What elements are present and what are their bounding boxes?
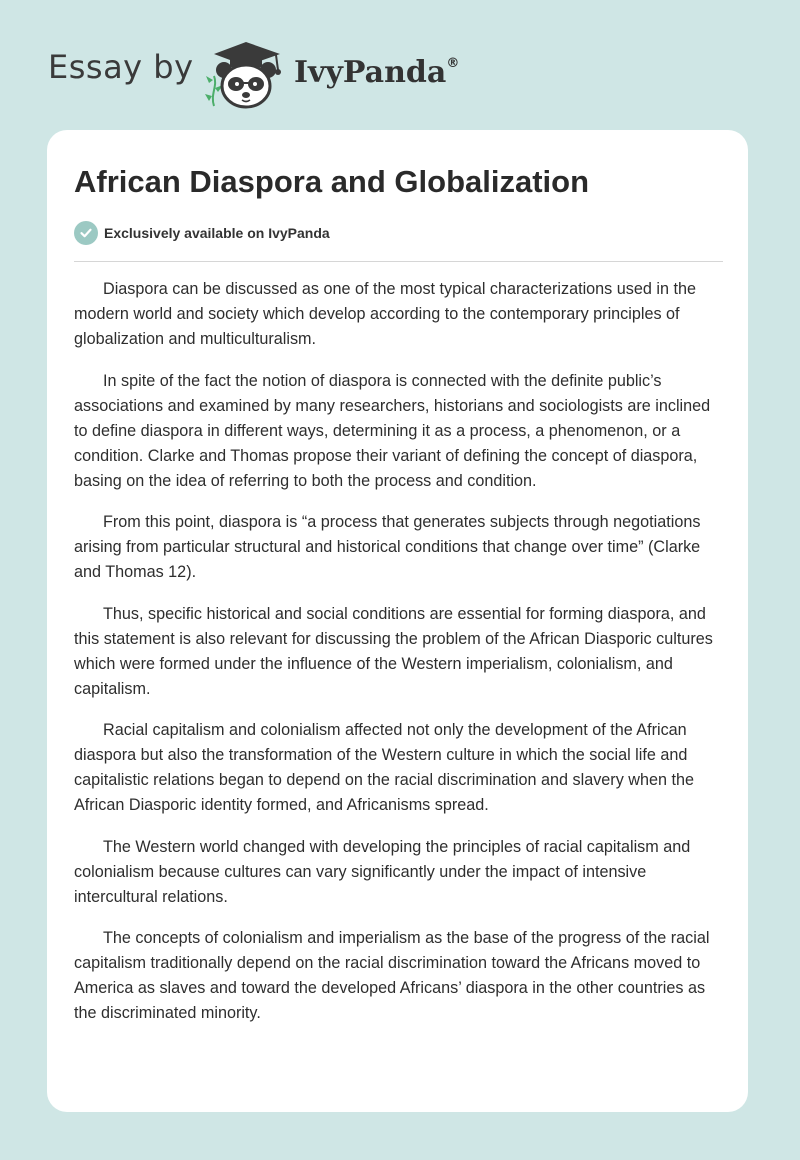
badge-label: Exclusively available on IvyPanda	[104, 225, 330, 241]
paragraph: In spite of the fact the notion of diaspora is connected with the definite public’s associations and examined by many researchers, historians and sociologists are inclined to define diaspora in different ways, determining it as a process, a phenomenon, or a condition. Clarke and Thomas propose their variant of defining the concept of diaspora, basing on the idea of referring to both the process and condition.	[74, 371, 711, 490]
paragraph: Thus, specific historical and social conditions are essential for forming diaspora, and this statement is also relevant for discussing the problem of the African Diasporic cultures which were formed under the influence of the Western imperialism, colonialism, and capitalism.	[74, 604, 713, 698]
divider	[74, 261, 723, 262]
essay-by-label: Essay by	[48, 48, 194, 86]
article-body	[74, 277, 726, 1043]
registered-mark: ®	[446, 56, 460, 71]
page-header	[0, 0, 800, 130]
page-title: African Diaspora and Globalization	[74, 164, 590, 199]
ivypanda-brand[interactable]	[294, 55, 459, 90]
brand-name: IvyPanda	[294, 55, 447, 90]
paragraph: From this point, diaspora is “a process that generates subjects through negotiations arising from particular structural and historical conditions that change over time” (Clarke and Thomas 12).	[74, 513, 701, 581]
paragraph: Diaspora can be discussed as one of the most typical characterizations used in the modern world and society which develop according to the contemporary principles of globalization and multiculturalism.	[74, 280, 696, 348]
panda-graduate-icon[interactable]	[200, 36, 292, 110]
check-circle-icon	[74, 221, 98, 245]
paragraph: Racial capitalism and colonialism affected not only the development of the African diaspora but also the transformation of the Western culture in which the social life and capitalistic relations began to depend on the racial discrimination and slavery when the African Diasporic identity formed, and Africanisms spread.	[74, 721, 694, 814]
exclusive-badge	[74, 221, 330, 245]
paragraph: The concepts of colonialism and imperialism as the base of the progress of the racial capitalism traditionally depend on the racial discrimination toward the Africans moved to America as slaves and toward the developed Africans’ diaspora in the other countries as the discriminated minority.	[74, 929, 710, 1022]
paragraph: The Western world changed with developing the principles of racial capitalism and colonialism because cultures can vary significantly under the impact of intensive intercultural relations.	[74, 837, 691, 906]
article-card	[47, 130, 748, 1112]
